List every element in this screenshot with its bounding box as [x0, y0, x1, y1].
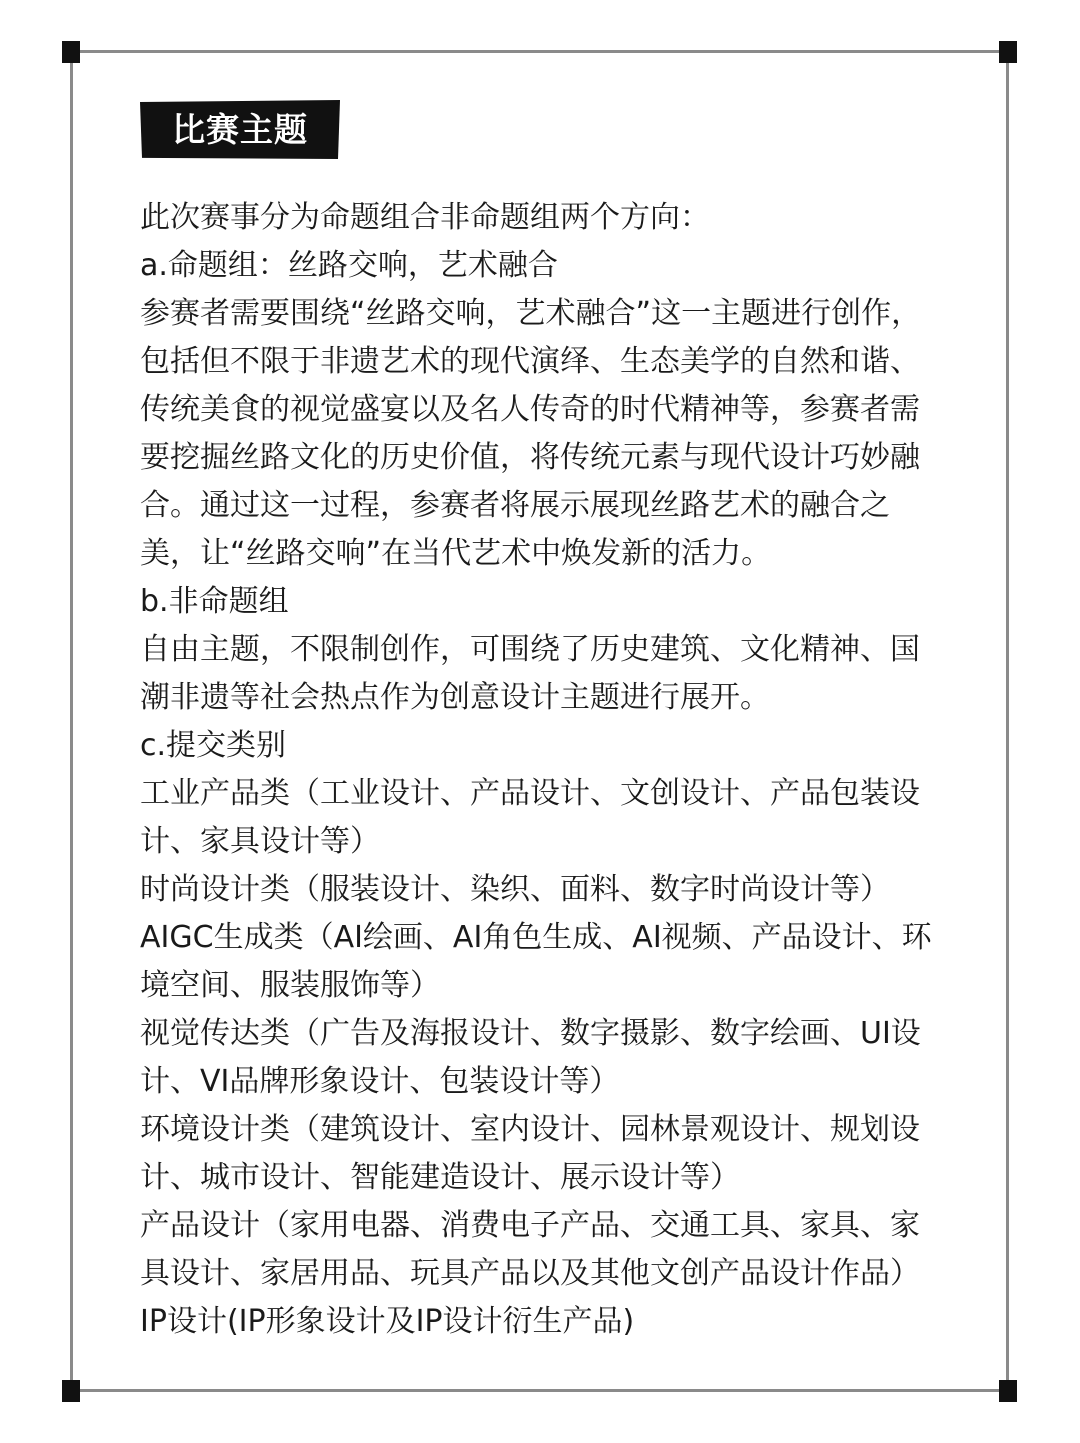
frame-right-border — [1006, 52, 1009, 1390]
category-ip-design: IP设计(IP形象设计及IP设计衍生产品) — [140, 1304, 635, 1339]
frame-bottom-border — [72, 1389, 1008, 1392]
section-b-heading: b.非命题组 — [140, 584, 289, 619]
frame-left-border — [70, 52, 73, 1390]
section-b-description: 自由主题，不限制创作，可围绕了历史建筑、文化精神、国潮非遗等社会热点作为创意设计主题进行展开。 — [140, 632, 920, 715]
category-product-design: 产品设计（家用电器、消费电子产品、交通工具、家具、家具设计、家居用品、玩具产品以及其他文创产品设计作品） — [140, 1208, 920, 1291]
corner-square-bottom-left — [62, 1380, 80, 1402]
category-industrial-product: 工业产品类（工业设计、产品设计、文创设计、产品包装设计、家具设计等） — [140, 776, 920, 859]
category-environment-design: 环境设计类（建筑设计、室内设计、园林景观设计、规划设计、城市设计、智能建造设计、展示设计等） — [140, 1112, 920, 1195]
page-title: 比赛主题 — [172, 110, 308, 149]
category-fashion-design: 时尚设计类（服装设计、染织、面料、数字时尚设计等） — [140, 872, 890, 907]
corner-square-bottom-right — [999, 1380, 1017, 1402]
section-c-heading: c.提交类别 — [140, 728, 287, 763]
intro-paragraph: 此次赛事分为命题组合非命题组两个方向： — [140, 200, 710, 235]
corner-square-top-left — [62, 41, 80, 63]
frame-top-border — [72, 50, 1008, 53]
section-a-heading: a.命题组：丝路交响，艺术融合 — [140, 248, 558, 283]
section-a-description: 参赛者需要围绕“丝路交响，艺术融合”这一主题进行创作，包括但不限于非遗艺术的现代演绎、生态美学的自然和谐、传统美食的视觉盛宴以及名人传奇的时代精神等，参赛者需要挖掘丝路文化的历史价值，将传统元素与现代设计巧妙融合。通过这一过程，参赛者将展示展现丝路艺术的融合之美，让“丝路交响”在当代艺术中焕发新的活力。 — [140, 296, 922, 571]
category-visual-communication: 视觉传达类（广告及海报设计、数字摄影、数字绘画、UI设计、VI品牌形象设计、包装设计等） — [140, 1016, 921, 1099]
category-aigc: AIGC生成类（AI绘画、AI角色生成、AI视频、产品设计、环境空间、服装服饰等） — [140, 920, 932, 1003]
corner-square-top-right — [999, 41, 1017, 63]
body-text — [140, 194, 940, 1346]
